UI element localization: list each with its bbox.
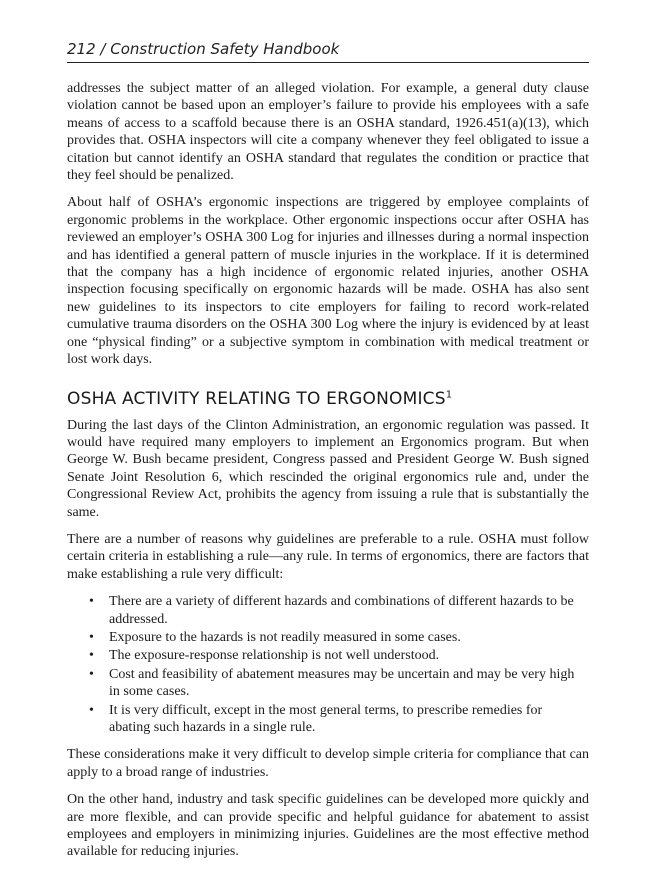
bullet-marker: •: [89, 629, 94, 645]
body-paragraph: There are a number of reasons why guidelines are preferable to a rule. OSHA must follow certain criteria in establishing a rule—any rule. In terms of ergonomics, there are factors that make establishing a rule very difficult:: [67, 531, 589, 582]
section-heading: [67, 389, 589, 409]
list-item-text: Exposure to the hazards is not readily measured in some cases.: [109, 629, 461, 645]
list-item-text: It is very difficult, except in the most general terms, to prescribe remedies for abating such hazards in a single rule.: [109, 702, 543, 735]
body-paragraph: During the last days of the Clinton Administration, an ergonomic regulation was passed. It would have required many employers to implement an Ergonomics program. But when George W. Bush became president, Congress passed and President George W. Bush signed Senate Joint Resolution 6, which rescinded the original ergonomics rule and, under the Congressional Review Act, prohibits the agency from issuing a rule that is substantially the same.: [67, 417, 589, 520]
bullet-marker: •: [89, 594, 94, 610]
list-item-text: There are a variety of different hazards and combinations of different hazards to be addressed.: [109, 594, 574, 627]
list-item: [89, 629, 589, 646]
body-paragraph: About half of OSHA’s ergonomic inspections are triggered by employee complaints of ergonomic problems in the workplace. Other ergonomic inspections occur after OSHA has reviewed an employer’s OSHA 300 Log for injuries and illnesses during a normal inspection and has identified a general pattern of muscle injuries in the workplace. If it is determined that the company has a high incidence of ergonomic related injuries, another OSHA inspection focusing specifically on ergonomic hazards will be made. OSHA has also sent new guidelines to its inspectors to cite employers for failing to record work-related cumulative trauma disorders on the OSHA 300 Log where the injury is evidenced by at least one “physical finding” or a subjective symptom in combination with medical treatment or lost work days.: [67, 195, 589, 368]
section-heading-text: OSHA ACTIVITY RELATING TO ERGONOMICS: [67, 388, 446, 409]
list-item: [89, 666, 589, 701]
list-item: [89, 647, 589, 664]
body-paragraph: These considerations make it very difficult to develop simple criteria for compliance that can apply to a broad range of industries.: [67, 747, 589, 780]
list-item: [89, 593, 589, 628]
footnote-marker: 1: [445, 388, 453, 400]
bullet-list: [67, 593, 589, 736]
list-item: [89, 702, 589, 737]
bullet-marker: •: [89, 648, 94, 664]
bullet-marker: •: [89, 666, 94, 682]
list-item-text: Cost and feasibility of abatement measures may be uncertain and may be very high in some cases.: [109, 666, 575, 700]
running-header: [67, 40, 589, 63]
running-title: 212 / Construction Safety Handbook: [67, 40, 340, 58]
bullet-marker: •: [89, 702, 94, 718]
body-paragraph: addresses the subject matter of an alleged violation. For example, a general duty clause violation cannot be based upon an employer’s failure to provide his employees with a safe means of access to a scaffold because there is an OSHA standard, 1926.451(a)(13), which provides that. OSHA inspectors will cite a company whenever they feel obligated to issue a citation but cannot identify an OSHA standard that regulates the condition or practice that they feel should be penalized.: [67, 81, 589, 184]
body-paragraph: On the other hand, industry and task specific guidelines can be developed more quickly and are more flexible, and can provide specific and helpful guidance for abatement to assist employees and employers in minimizing injuries. Guidelines are the most effective method available for reducing injuries.: [67, 792, 589, 860]
list-item-text: The exposure-response relationship is not well understood.: [109, 648, 440, 664]
page-body: [67, 80, 589, 871]
